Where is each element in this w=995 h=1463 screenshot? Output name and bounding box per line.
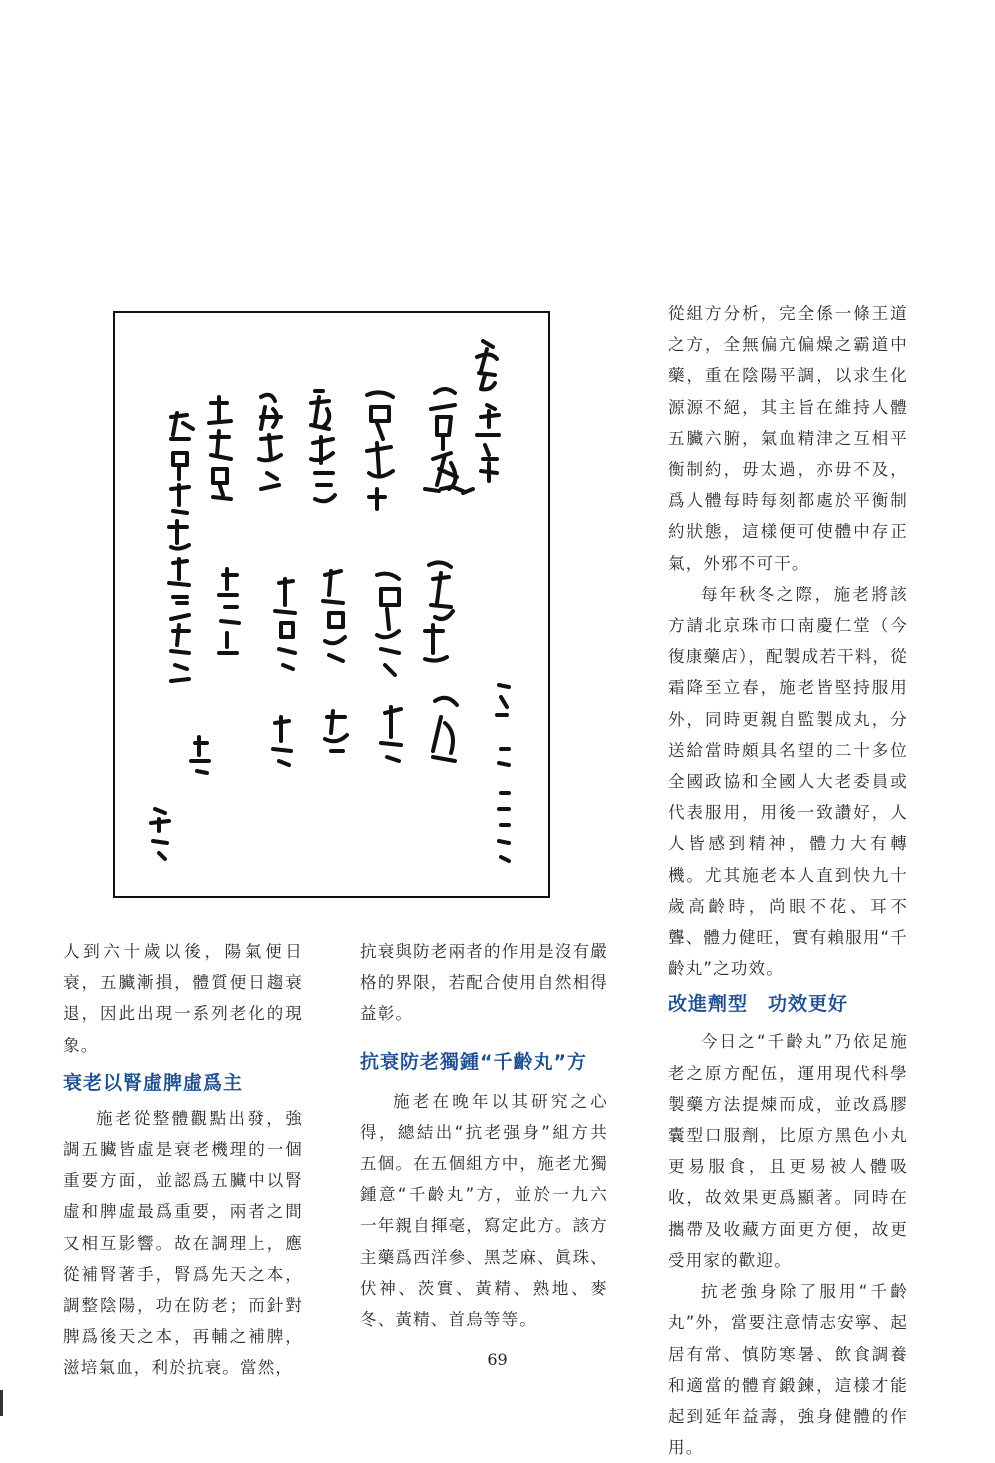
paragraph: 抗衰與防老兩者的作用是沒有嚴格的界限，若配合使用自然相得益彰。 [360, 942, 608, 1024]
right-text-column [668, 298, 908, 1463]
section-heading: 衰老以腎虛脾虛爲主 [63, 1071, 244, 1094]
page-number: 69 [487, 1350, 508, 1369]
middle-text-column [360, 936, 608, 1335]
calligraphy-prescription-image [113, 311, 550, 898]
calligraphy-drawing [115, 313, 548, 896]
left-text-column [63, 936, 303, 1384]
paragraph: 抗老強身除了服用“千齡丸”外，當要注意情志安寧、起居有常、慎防寒暑、飲食調養和適當的體育鍛鍊，這樣才能起到延年益壽，強身健體的作用。 [668, 1282, 908, 1458]
paragraph: 從組方分析，完全係一條王道之方，全無偏亢偏燥之霸道中藥，重在陰陽平調，以求生化源源不絕，其主旨在維持人體五臟六腑，氣血精津之互相平衡制約，毋太過，亦毋不及，爲人體每時每刻都處於平衡制約狀態，這樣便可使體中存正氣，外邪不可干。 [668, 304, 908, 573]
scan-edge-mark [0, 1390, 3, 1416]
paragraph: 每年秋冬之際，施老將該方請北京珠市口南慶仁堂（今復康藥店），配製成若干料，從霜降至立春，施老皆堅持服用外，同時更親自監製成丸，分送給當時頗具名望的二十多位全國政協和全國人大老委員或代表服用，用後一致讚好，人人皆感到精神，體力大有轉機。尤其施老本人直到快九十歲高齡時，尚眼不花、耳不聾、體力健旺，實有賴服用“千齡丸”之功效。 [668, 584, 908, 979]
section-heading: 抗衰防老獨鍾“千齡丸”方 [360, 1050, 587, 1073]
section-heading: 改進劑型 功效更好 [668, 993, 849, 1016]
paragraph: 施老在晚年以其研究之心得，總結出“抗老强身”組方共五個。在五個組方中，施老尤獨鍾意“千齡丸”方，並於一九六一年親自揮毫，寫定此方。該方主藥爲西洋參、黑芝麻、眞珠、伏神、茨實、黃精、熟地、麥冬、黃精、首烏等等。 [360, 1091, 608, 1330]
paragraph: 施老從整體觀點出發，強調五臟皆虛是衰老機理的一個重要方面，並認爲五臟中以腎虛和脾虛最爲重要，兩者之間又相互影響。故在調理上，應從補腎著手，腎爲先天之本，調整陰陽，功在防老；而針對脾爲後天之本，再輔之補脾，滋培氣血，利於抗衰。當然， [63, 1108, 303, 1378]
paragraph: 人到六十歲以後，陽氣便日衰，五臟漸損，體質便日趨衰退，因此出現一系列老化的現象。 [63, 942, 303, 1055]
paragraph: 今日之“千齡丸”乃依足施老之原方配伍，運用現代科學製藥方法提煉而成，並改爲膠囊型口服劑，比原方黑色小丸更易服食，且更易被人體吸收，故效果更爲顯著。同時在攜帶及收藏方面更方便，故更受用家的歡迎。 [668, 1032, 908, 1270]
